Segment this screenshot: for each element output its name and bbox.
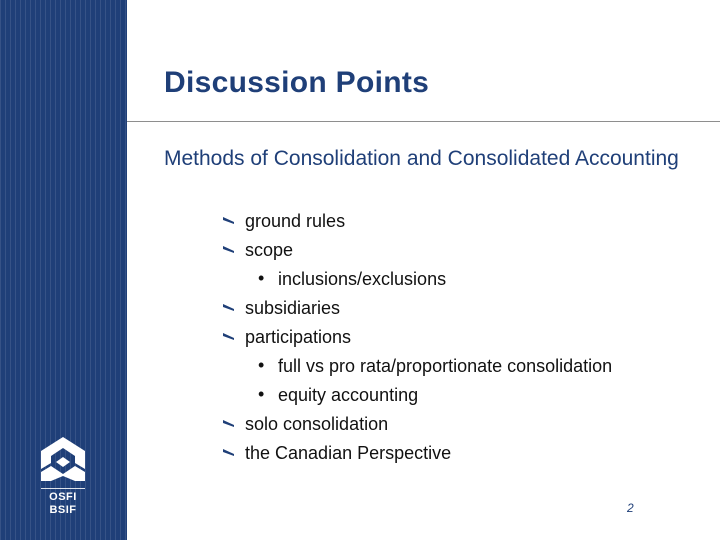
page-number: 2	[627, 501, 634, 515]
bullet-text: the Canadian Perspective	[245, 443, 452, 463]
sidebar	[0, 0, 127, 540]
bullet-item	[245, 327, 351, 348]
logo-text-osfi: OSFI	[49, 491, 77, 503]
bullet-text: ground rules	[245, 211, 346, 231]
dot-bullet-icon: •	[258, 268, 265, 288]
dot-bullet-icon: •	[258, 384, 265, 404]
bullet-text: scope	[245, 240, 294, 260]
title-divider	[127, 121, 720, 122]
bullet-item	[245, 240, 293, 261]
bullet-item	[245, 414, 388, 435]
sub-bullet-text: equity accounting	[278, 385, 419, 405]
sub-bullet-item	[258, 355, 613, 377]
bullet-text: subsidiaries	[245, 298, 341, 318]
sub-bullet-text: inclusions/exclusions	[278, 269, 447, 289]
bullet-text: participations	[245, 327, 352, 347]
flag-bullet-icon	[223, 304, 234, 311]
flag-bullet-icon	[223, 246, 234, 253]
flag-bullet-icon	[223, 449, 234, 456]
lead-text: Methods of Consolidation and Consolidated Accounting	[164, 147, 679, 170]
flag-bullet-icon	[223, 420, 234, 427]
osfi-logo-icon	[40, 436, 86, 482]
dot-bullet-icon: •	[258, 355, 265, 375]
sub-bullet-item	[258, 384, 419, 406]
sub-bullet-item	[258, 268, 447, 290]
slide-title: Discussion Points	[164, 66, 430, 99]
logo-text-bsif: BSIF	[49, 504, 77, 516]
logo-divider	[41, 488, 85, 489]
flag-bullet-icon	[223, 333, 234, 340]
bullet-text: solo consolidation	[245, 414, 389, 434]
bullet-item	[245, 298, 340, 319]
bullet-item	[245, 211, 345, 232]
bullet-item	[245, 443, 451, 464]
sub-bullet-text: full vs pro rata/proportionate consolidation	[278, 356, 613, 376]
flag-bullet-icon	[223, 217, 234, 224]
